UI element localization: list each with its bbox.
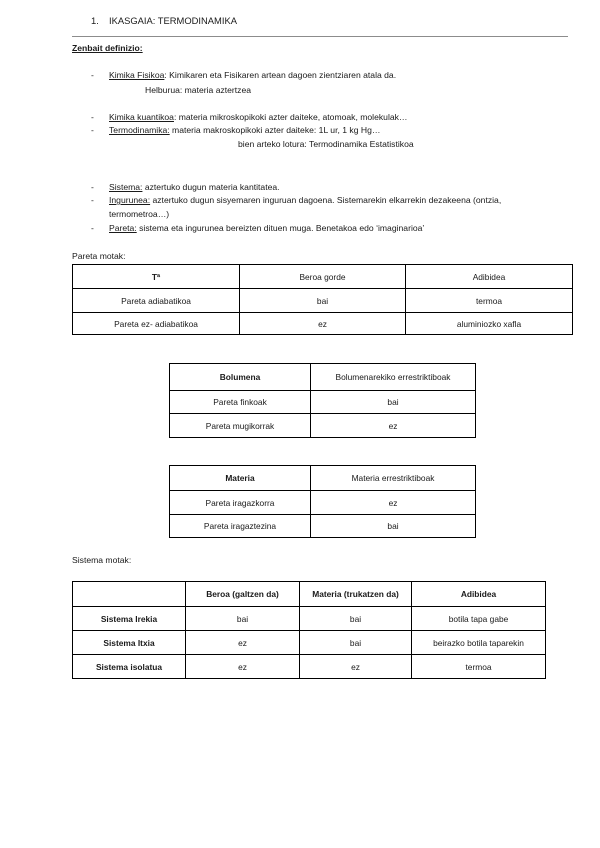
bullet-ingurunea [109, 195, 501, 205]
table-header-row [73, 265, 573, 289]
table-cell: bai [311, 391, 476, 414]
sistema-motak-label: Sistema motak: [72, 555, 132, 565]
table-row [73, 655, 546, 679]
bullet-sistema [109, 182, 280, 192]
title-number: 1. [91, 15, 99, 26]
table-header-row [170, 466, 476, 491]
table-header: Beroa (galtzen da) [186, 582, 300, 607]
bullet-term: Sistema: [109, 182, 143, 192]
bullet-text: materia makroskopikoki azter daiteke: 1L ur, 1 kg Hg… [169, 125, 381, 135]
bullet-term: Kimika Fisikoa [109, 70, 165, 80]
bullet-dash: - [91, 70, 94, 80]
table-system [72, 581, 546, 679]
table-cell: termoa [412, 655, 546, 679]
bullet-termodinamika [109, 125, 380, 135]
table-cell: bai [240, 289, 406, 313]
table-cell: aluminiozko xafla [406, 313, 573, 335]
bullet-text: : Kimikaren eta Fisikaren artean dagoen zientziaren atala da. [164, 70, 397, 80]
bullet-extra-lotura: bien arteko lotura: Termodinamika Estatistikoa [238, 139, 414, 149]
bullet-text: aztertuko dugun sisyemaren inguruan dagoena. Sistemarekin elkarrekin dezakeena (ontzia, [150, 195, 502, 205]
table-cell: bai [311, 515, 476, 538]
bullet-dash: - [91, 125, 94, 135]
table-header: Bolumena [170, 364, 311, 391]
table-cell: termoa [406, 289, 573, 313]
table-cell: Pareta finkoak [170, 391, 311, 414]
table-row [170, 391, 476, 414]
bullet-dash: - [91, 112, 94, 122]
table-row [170, 515, 476, 538]
table-header: Materia (trukatzen da) [300, 582, 412, 607]
bullet-text: sistema eta ingurunea bereizten dituen muga. Benetakoa edo ‘imaginarioa’ [136, 223, 425, 233]
bullet-extra-helburua: Helburua: materia aztertzea [145, 85, 252, 95]
table-header: Tª [73, 265, 240, 289]
table-header: Bolumenarekiko errestriktiboak [311, 364, 476, 391]
table-header: Materia [170, 466, 311, 491]
bullet-term: Ingurunea: [109, 195, 151, 205]
table-row [73, 631, 546, 655]
table-header: Adibidea [412, 582, 546, 607]
bullet-dash: - [91, 182, 94, 192]
table-cell: ez [300, 655, 412, 679]
table-cell: Pareta mugikorrak [170, 414, 311, 438]
bullet-kimika-fisikoa [109, 70, 396, 80]
bullet-text: aztertuko dugun materia kantitatea. [142, 182, 280, 192]
table-row [73, 289, 573, 313]
table-cell: ez [311, 414, 476, 438]
table-cell: Sistema isolatua [73, 655, 186, 679]
table-cell: Pareta ez- adiabatikoa [73, 313, 240, 335]
table-header-row [170, 364, 476, 391]
table-header: Adibidea [406, 265, 573, 289]
bullet-kimika-kuantikoa [109, 112, 408, 122]
table-cell: bai [186, 607, 300, 631]
bullet-dash: - [91, 195, 94, 205]
table-heat [72, 264, 573, 335]
bullet-dash: - [91, 223, 94, 233]
table-header-row [73, 582, 546, 607]
bullet-ingurunea-cont: termometroa…) [109, 209, 170, 219]
table-row [73, 607, 546, 631]
table-cell: bai [300, 631, 412, 655]
table-row [73, 313, 573, 335]
pareta-motak-label: Pareta motak: [72, 251, 126, 261]
table-cell: beirazko botila taparekin [412, 631, 546, 655]
table-matter [169, 465, 476, 538]
table-volume [169, 363, 476, 438]
table-header [73, 582, 186, 607]
bullet-term: Termodinamika: [109, 125, 170, 135]
table-cell: ez [311, 491, 476, 515]
table-cell: Pareta iragaztezina [170, 515, 311, 538]
table-header: Materia errestriktiboak [311, 466, 476, 491]
bullet-pareta [109, 223, 424, 233]
bullet-term: Kimika kuantikoa [109, 112, 174, 122]
table-cell: Sistema Itxia [73, 631, 186, 655]
table-header: Beroa gorde [240, 265, 406, 289]
table-cell: ez [186, 655, 300, 679]
table-cell: Pareta iragazkorra [170, 491, 311, 515]
table-row [170, 491, 476, 515]
table-cell: Sistema Irekia [73, 607, 186, 631]
table-cell: bai [300, 607, 412, 631]
table-cell: botila tapa gabe [412, 607, 546, 631]
table-row [170, 414, 476, 438]
title-divider [72, 36, 568, 37]
definitions-heading: Zenbait definizio: [72, 43, 143, 53]
bullet-term: Pareta: [109, 223, 137, 233]
page-title: IKASGAIA: TERMODINAMIKA [109, 15, 237, 26]
table-cell: Pareta adiabatikoa [73, 289, 240, 313]
bullet-text: : materia mikroskopikoki azter daiteke, atomoak, molekulak… [173, 112, 408, 122]
table-cell: ez [186, 631, 300, 655]
table-cell: ez [240, 313, 406, 335]
